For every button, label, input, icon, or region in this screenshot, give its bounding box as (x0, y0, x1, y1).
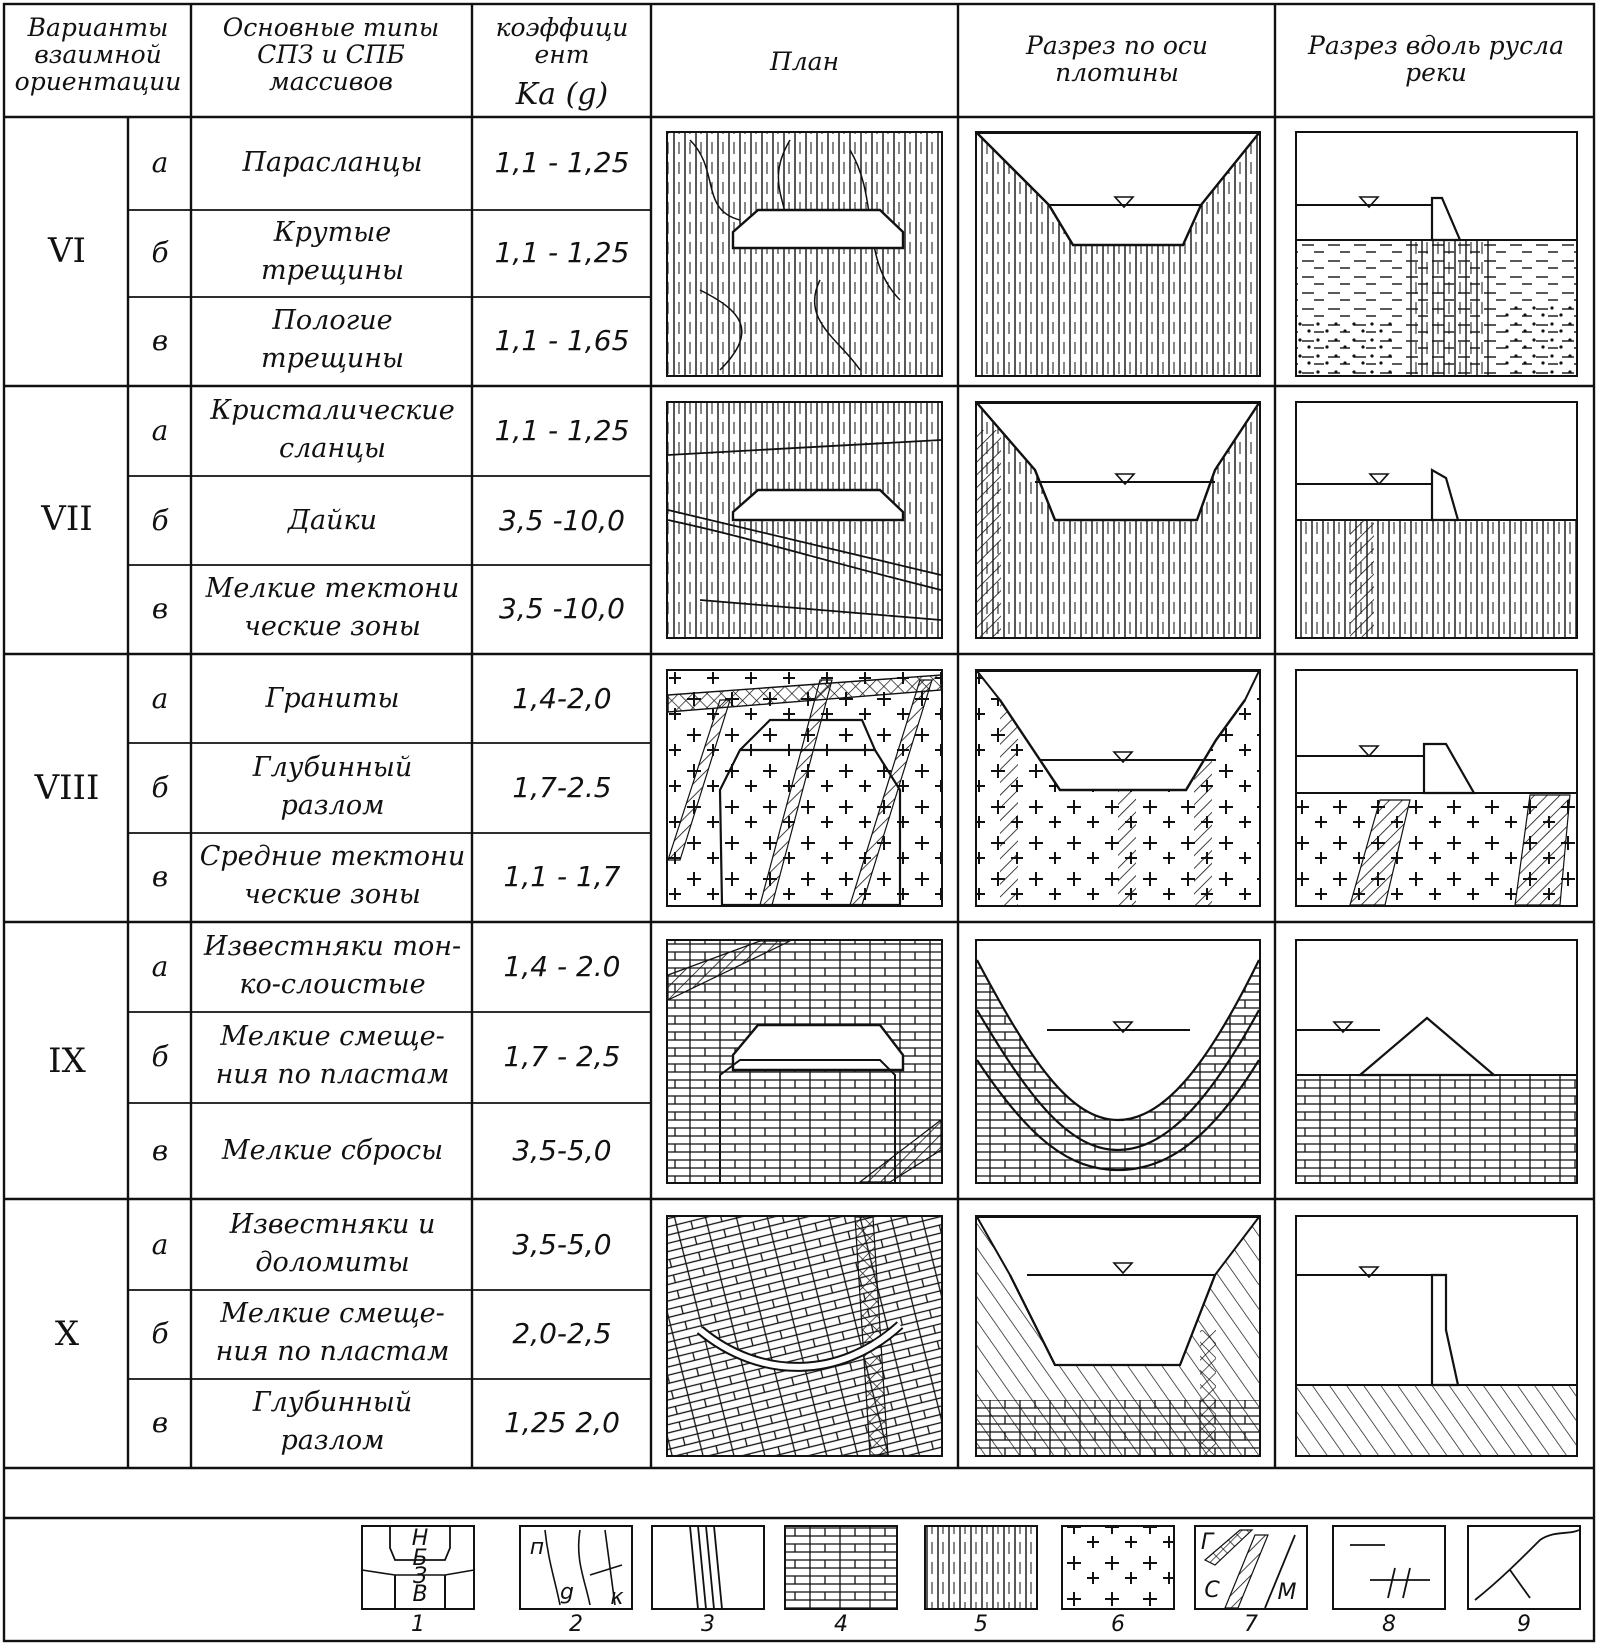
row-letter: б (151, 504, 169, 537)
plan-vi (667, 132, 942, 376)
row-letter: б (151, 1317, 169, 1350)
legend-number: 5 (974, 1612, 988, 1637)
row-type: Мелкие тектони ческие зоны (205, 573, 460, 642)
legend-7-letter: Г (1200, 1530, 1214, 1555)
row-type: Крутые трещины (260, 217, 405, 286)
row-coefficient: 1,7-2.5 (512, 771, 612, 804)
plan-viii (667, 670, 942, 906)
row-letter: в (151, 592, 169, 625)
row-coefficient: 1,1 - 1,7 (503, 860, 621, 893)
legend-number: 3 (701, 1612, 715, 1637)
legend-1-letter: З (412, 1564, 428, 1589)
section-axis-vi (976, 132, 1260, 376)
row-letter: в (151, 1406, 169, 1439)
row-letter: б (151, 1040, 169, 1073)
header-coefficient-symbol: Ka (g) (515, 77, 609, 112)
row-type: Известняки тон-ко-слоистые (203, 931, 462, 1000)
row-coefficient: 3,5-5,0 (512, 1228, 612, 1261)
row-coefficient: 1,4 - 2.0 (503, 950, 621, 983)
row-coefficient: 3,5 -10,0 (499, 592, 625, 625)
row-type: Мелкие сбросы (221, 1135, 444, 1166)
row-type: Парасланцы (242, 147, 423, 178)
section-river-x (1296, 1216, 1577, 1456)
legend-item-5 (925, 1526, 1037, 1609)
legend-7-letter: С (1204, 1578, 1220, 1603)
row-letter: а (151, 146, 169, 179)
group-numeral-vi: VI (48, 231, 86, 271)
row-letter: в (151, 1134, 169, 1167)
plan-vii (667, 402, 942, 638)
group-numeral-vii: VII (41, 499, 93, 539)
row-coefficient: 1,1 - 1,25 (494, 414, 630, 447)
row-type: Кристалические сланцы (210, 395, 455, 464)
row-type: Глубинный разлом (252, 1387, 413, 1456)
legend-item-3 (652, 1526, 764, 1609)
row-letter: б (151, 771, 169, 804)
legend-7-letter: М (1277, 1580, 1297, 1605)
header-types: Основные типы СПЗ и СПБ массивов (222, 13, 440, 96)
row-coefficient: 1,1 - 1,25 (494, 236, 630, 269)
legend-number: 6 (1111, 1612, 1125, 1637)
header-section-river: Разрез вдоль русла реки (1308, 31, 1564, 87)
legend-number: 9 (1517, 1612, 1531, 1637)
row-type: Мелкие смеще-ния по пластам (215, 1298, 450, 1367)
section-river-vii (1296, 402, 1577, 638)
row-letter: а (151, 1228, 169, 1261)
legend-1-letter: Б (412, 1546, 428, 1571)
row-letter: б (151, 236, 169, 269)
legend-1-letter: В (412, 1582, 428, 1607)
row-coefficient: 1,25 2,0 (504, 1406, 620, 1439)
row-type: Пологие трещины (260, 305, 405, 374)
legend-item-4 (785, 1526, 897, 1609)
section-axis-ix (976, 940, 1260, 1183)
section-axis-x (976, 1216, 1260, 1456)
header-section-axis: Разрез по оси плотины (1026, 31, 1208, 87)
legend-item-6 (1062, 1526, 1174, 1609)
row-coefficient: 1,7 - 2,5 (503, 1040, 621, 1073)
legend-number: 8 (1382, 1612, 1396, 1637)
row-letter: в (151, 324, 169, 357)
row-coefficient: 1,1 - 1,65 (494, 324, 630, 357)
legend-number: 7 (1244, 1612, 1258, 1637)
legend-2-letter: к (610, 1585, 624, 1610)
legend-2-letter: g (560, 1580, 574, 1605)
group-numeral-x: X (54, 1314, 80, 1354)
row-type: Граниты (265, 683, 400, 714)
legend-1-letter: Н (411, 1526, 429, 1551)
legend-item-9 (1468, 1526, 1580, 1609)
legend-number: 2 (569, 1612, 583, 1637)
section-river-ix (1296, 940, 1577, 1183)
section-axis-viii (976, 670, 1260, 906)
row-type: Средние тектони ческие зоны (199, 841, 466, 910)
section-river-vi (1296, 132, 1577, 376)
group-numeral-ix: IX (48, 1041, 86, 1081)
section-river-viii (1296, 670, 1577, 906)
row-letter: а (151, 950, 169, 983)
row-type: Мелкие смеще-ния по пластам (215, 1021, 450, 1090)
header-plan: План (769, 47, 840, 76)
plan-x (667, 1216, 942, 1456)
row-coefficient: 1,4-2,0 (512, 682, 612, 715)
header-coefficient: коэффици ент (495, 13, 629, 69)
row-letter: в (151, 860, 169, 893)
header-variants: Варианты взаимной ориентации (14, 13, 182, 96)
legend-2-letter: п (529, 1535, 545, 1560)
row-coefficient: 2,0-2,5 (512, 1317, 612, 1350)
legend-number: 1 (411, 1612, 425, 1637)
plan-ix (667, 940, 942, 1183)
section-axis-vii (976, 402, 1260, 638)
row-letter: а (151, 682, 169, 715)
legend-number: 4 (834, 1612, 848, 1637)
row-type: Глубинный разлом (252, 752, 413, 821)
legend-item-8 (1333, 1526, 1445, 1609)
row-type: Дайки (288, 505, 377, 536)
group-numeral-viii: VIII (34, 768, 100, 808)
row-coefficient: 3,5-5,0 (512, 1134, 612, 1167)
row-coefficient: 3,5 -10,0 (499, 504, 625, 537)
row-letter: а (151, 414, 169, 447)
row-coefficient: 1,1 - 1,25 (494, 146, 630, 179)
row-type: Известняки и доломиты (229, 1209, 436, 1278)
